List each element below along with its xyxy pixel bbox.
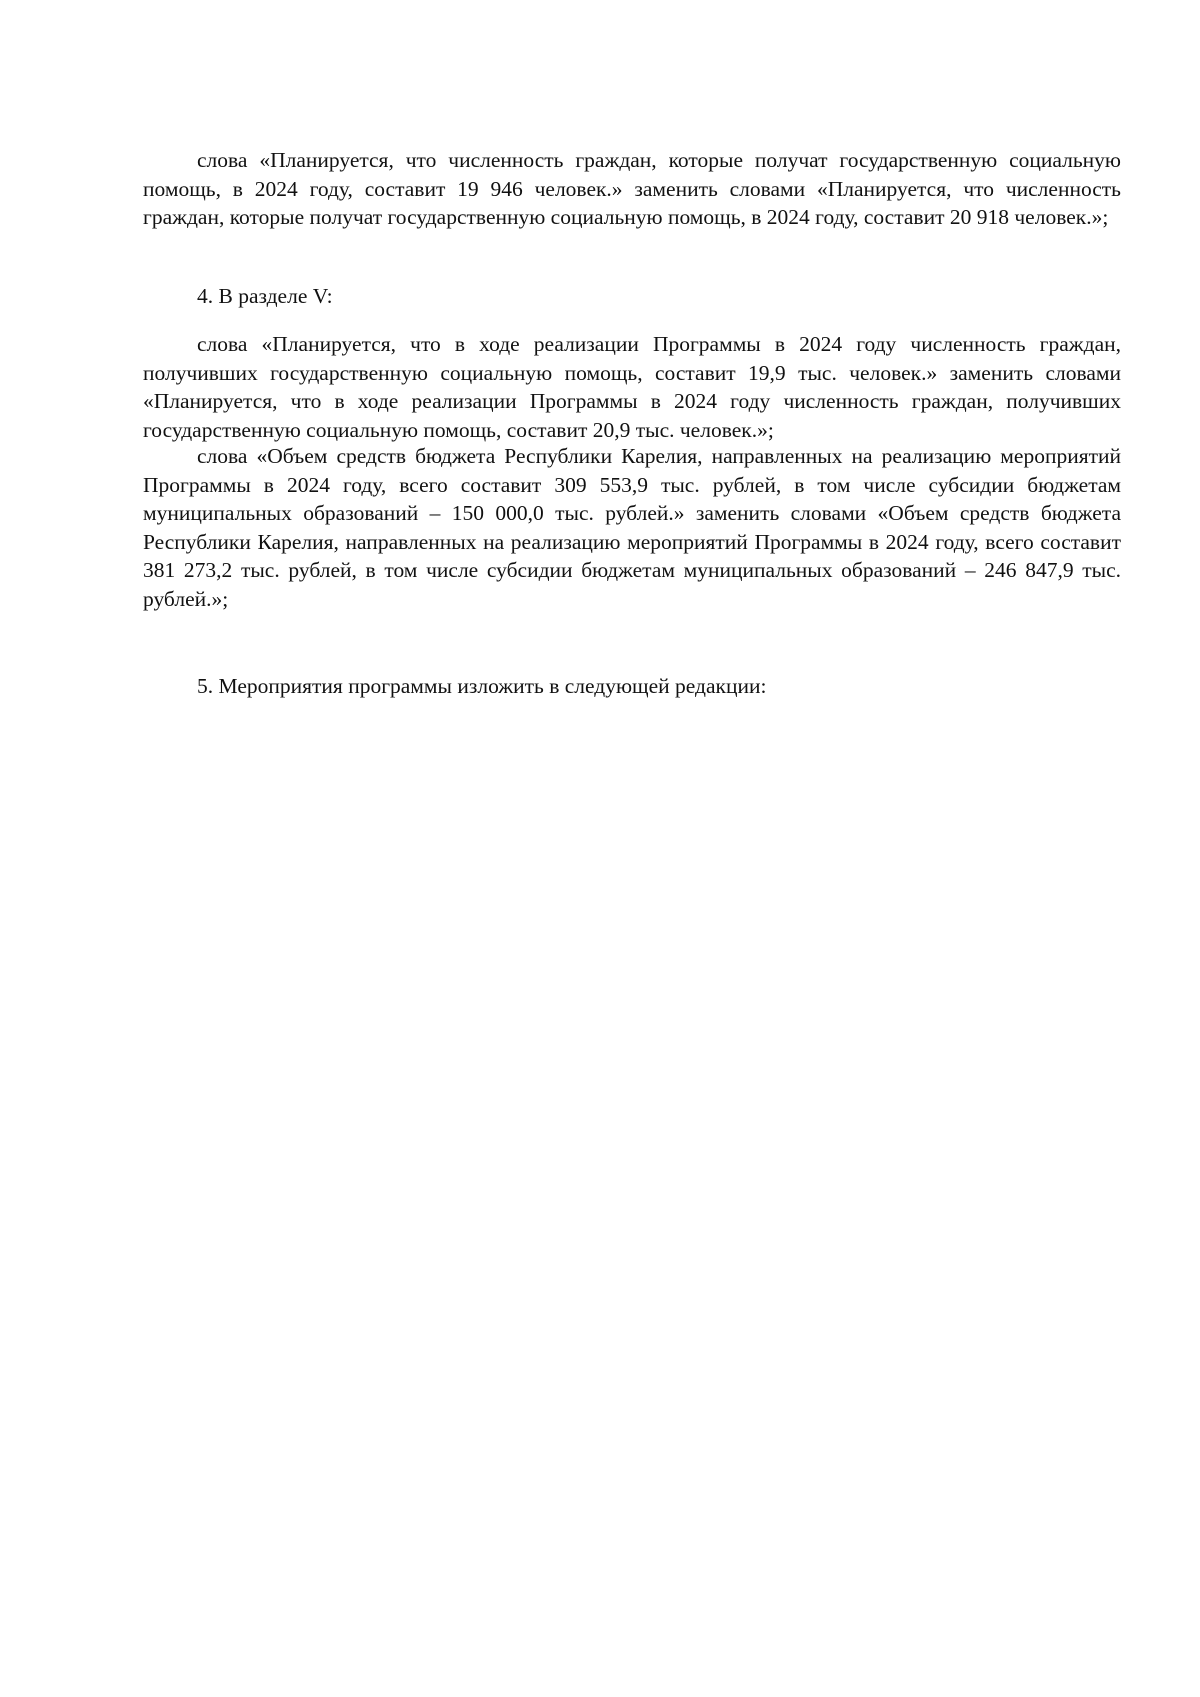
paragraph-planned-recipients-thousands: слова «Планируется, что в ходе реализации Программы в 2024 году численность граждан, получивших государственную социальную помощь, составит 19,9 тыс. человек.» заменить словами «Планируется, что в ходе реализации Программы в 2024 году численность граждан, получивших государственную социальную помощь, составит 20,9 тыс. человек.»; (143, 332, 1121, 442)
paragraph-planned-recipients-count: слова «Планируется, что численность граждан, которые получат государственную социальную помощь, в 2024 году, составит 19 946 человек.» заменить словами «Планируется, что численность граждан, которые получат государственную социальную помощь, в 2024 году, составит 20 918 человек.»; (143, 148, 1121, 229)
paragraph-section-v-heading: 4. В разделе V: (197, 284, 333, 308)
paragraph-program-activities: 5. Мероприятия программы изложить в следующей редакции: (197, 674, 767, 698)
paragraph-budget-amount: слова «Объем средств бюджета Республики Карелия, направленных на реализацию мероприятий Программы в 2024 году, всего составит 309 553,9 тыс. рублей, в том числе субсидии бюджетам муниципальных образований – 150 000,0 тыс. рублей.» заменить словами «Объем средств бюджета Республики Карелия, направленных на реализацию мероприятий Программы в 2024 году, всего составит 381 273,2 тыс. рублей, в том числе субсидии бюджетам муниципальных образований – 246 847,9 тыс. рублей.»; (143, 444, 1121, 611)
